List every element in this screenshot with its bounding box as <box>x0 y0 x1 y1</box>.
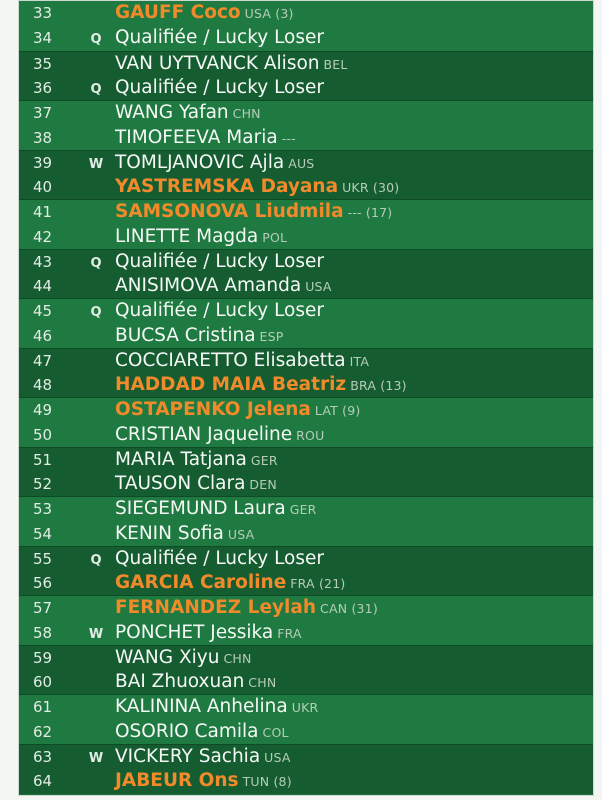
player-name: ANISIMOVA Amanda <box>115 275 302 297</box>
draw-position: 49 <box>33 401 53 419</box>
match-row <box>19 595 593 646</box>
draw-position: 39 <box>33 153 53 172</box>
entry-status: Q <box>90 82 102 98</box>
player-entry <box>115 101 261 126</box>
player-entry <box>115 225 287 250</box>
player-entry <box>115 324 284 349</box>
player-entry <box>115 52 348 77</box>
player-entry <box>115 596 378 621</box>
player-line <box>19 497 593 522</box>
match-row <box>19 51 593 102</box>
draw-position: 61 <box>33 698 53 716</box>
player-nationality: ESP <box>259 328 284 344</box>
player-name: OSORIO Camila <box>115 720 259 742</box>
draw-table <box>18 0 594 796</box>
player-name: YASTREMSKA Dayana <box>115 176 339 198</box>
match-row <box>19 397 593 448</box>
player-line <box>19 299 593 324</box>
match-row <box>19 1 593 51</box>
player-line <box>19 225 593 250</box>
draw-position: 45 <box>33 302 53 320</box>
player-name: WANG Xiyu <box>115 646 220 668</box>
entry-status: W <box>88 626 104 642</box>
player-line <box>19 621 593 646</box>
player-entry <box>115 299 328 324</box>
draw-position: 33 <box>33 4 53 22</box>
draw-position: 52 <box>33 475 53 494</box>
match-row <box>19 348 593 399</box>
match-row <box>19 249 593 300</box>
player-entry <box>115 621 302 646</box>
player-nationality: UKR (30) <box>342 180 400 196</box>
draw-position: 48 <box>33 376 53 395</box>
player-line <box>19 571 593 596</box>
player-name: Qualifiée / Lucky Loser <box>115 547 325 569</box>
player-line <box>19 349 593 374</box>
draw-position: 44 <box>33 277 53 296</box>
player-entry <box>115 472 277 497</box>
match-row <box>19 744 593 795</box>
draw-position: 54 <box>33 524 53 543</box>
draw-position: 41 <box>33 203 53 221</box>
player-line <box>19 101 593 126</box>
player-line <box>19 423 593 448</box>
match-row <box>19 546 593 597</box>
player-name: VAN UYTVANCK Alison <box>115 52 320 74</box>
player-entry <box>115 571 345 596</box>
player-entry <box>115 670 276 695</box>
player-nationality: TUN (8) <box>242 774 292 790</box>
player-line <box>19 670 593 695</box>
player-nationality: FRA <box>277 625 302 641</box>
player-name: JABEUR Ons <box>115 770 239 792</box>
entry-status: Q <box>90 255 102 271</box>
draw-position: 63 <box>33 747 53 766</box>
player-line <box>19 200 593 225</box>
match-row <box>19 694 593 745</box>
player-nationality: BEL <box>323 56 348 72</box>
draw-position: 36 <box>33 79 53 98</box>
player-name: BUCSA Cristina <box>115 324 256 346</box>
player-nationality: ROU <box>296 427 325 443</box>
player-name: GAUFF Coco <box>115 2 241 23</box>
player-line <box>19 151 593 176</box>
draw-position: 43 <box>33 252 53 271</box>
match-row <box>19 645 593 696</box>
player-name: CRISTIAN Jaqueline <box>115 423 293 445</box>
draw-position: 53 <box>33 500 53 518</box>
player-entry <box>115 720 289 745</box>
player-entry <box>115 398 360 423</box>
player-line <box>19 720 593 745</box>
player-nationality: LAT (9) <box>314 403 361 418</box>
draw-position: 46 <box>33 326 53 345</box>
player-nationality: BRA (13) <box>350 378 407 394</box>
player-name: Qualifiée / Lucky Loser <box>115 250 325 272</box>
player-nationality: USA <box>305 279 332 295</box>
player-line <box>19 373 593 398</box>
player-entry <box>115 26 328 51</box>
player-entry <box>115 200 392 225</box>
player-line <box>19 274 593 299</box>
draw-position: 60 <box>33 673 53 692</box>
player-nationality: GER <box>289 502 317 517</box>
player-entry <box>115 274 332 299</box>
player-line <box>19 769 593 794</box>
player-line <box>19 126 593 151</box>
player-name: OSTAPENKO Jelena <box>115 399 311 420</box>
draw-position: 35 <box>33 54 53 73</box>
match-row <box>19 496 593 547</box>
player-nationality: USA <box>227 526 255 542</box>
player-name: WANG Yafan <box>115 102 229 123</box>
player-nationality: POL <box>262 229 288 245</box>
player-nationality: FRA (21) <box>290 576 346 592</box>
player-line <box>19 76 593 101</box>
player-name: GARCIA Caroline <box>115 572 287 594</box>
player-line <box>19 522 593 547</box>
player-nationality: --- <box>281 130 296 146</box>
player-name: TIMOFEEVA Maria <box>115 126 278 148</box>
draw-position: 55 <box>33 549 53 568</box>
player-name: MARIA Tatjana <box>115 448 247 470</box>
player-nationality: USA (3) <box>244 6 294 21</box>
draw-position: 40 <box>33 178 53 197</box>
draw-position: 58 <box>33 623 53 642</box>
draw-position: 38 <box>33 128 53 147</box>
player-name: FERNANDEZ Leylah <box>115 597 317 618</box>
player-line <box>19 596 593 621</box>
player-entry <box>115 646 252 671</box>
player-line <box>19 646 593 671</box>
player-line <box>19 745 593 770</box>
player-entry <box>115 373 407 398</box>
player-line <box>19 52 593 77</box>
player-name: BAI Zhuoxuan <box>115 671 245 693</box>
player-entry <box>115 547 328 572</box>
player-name: SIEGEMUND Laura <box>115 498 286 519</box>
player-line <box>19 1 593 26</box>
player-nationality: UKR <box>291 700 319 715</box>
player-name: SAMSONOVA Liudmila <box>115 201 344 222</box>
player-line <box>19 448 593 473</box>
draw-position: 62 <box>33 722 53 741</box>
player-entry <box>115 1 294 26</box>
player-line <box>19 250 593 275</box>
match-row <box>19 298 593 349</box>
player-name: COCCIARETTO Elisabetta <box>115 349 346 371</box>
player-nationality: USA <box>264 749 291 765</box>
draw-position: 34 <box>33 28 53 47</box>
player-nationality: AUS <box>288 155 315 171</box>
draw-position: 51 <box>33 450 53 469</box>
entry-status: Q <box>90 31 102 47</box>
match-row <box>19 199 593 250</box>
entry-status: W <box>88 750 104 766</box>
match-row <box>19 100 593 151</box>
match-row <box>19 150 593 201</box>
draw-position: 37 <box>33 104 53 122</box>
player-nationality: CHN <box>248 675 277 691</box>
player-entry <box>115 695 318 720</box>
player-line <box>19 547 593 572</box>
player-entry <box>115 175 399 200</box>
player-nationality: DEN <box>249 477 277 493</box>
player-line <box>19 472 593 497</box>
player-nationality: COL <box>262 724 289 740</box>
player-nationality: CAN (31) <box>320 601 378 616</box>
entry-status: Q <box>90 552 102 568</box>
player-name: KALININA Anhelina <box>115 696 288 717</box>
player-entry <box>115 151 314 176</box>
player-name: PONCHET Jessika <box>115 621 274 643</box>
player-entry <box>115 76 328 101</box>
player-nationality: --- (17) <box>347 205 393 220</box>
player-entry <box>115 769 292 794</box>
draw-position: 42 <box>33 227 53 246</box>
draw-position: 59 <box>33 648 53 667</box>
player-nationality: GER <box>250 452 278 468</box>
entry-status: Q <box>90 305 102 320</box>
player-nationality: ITA <box>349 353 370 369</box>
player-entry <box>115 423 324 448</box>
player-entry <box>115 448 278 473</box>
player-entry <box>115 522 254 547</box>
player-line <box>19 398 593 423</box>
draw-position: 56 <box>33 574 53 593</box>
player-name: TAUSON Clara <box>115 473 246 495</box>
player-name: KENIN Sofia <box>115 522 224 544</box>
player-name: Qualifiée / Lucky Loser <box>115 26 325 48</box>
draw-position: 57 <box>33 599 53 617</box>
player-line <box>19 695 593 720</box>
player-name: LINETTE Magda <box>115 225 259 247</box>
match-row <box>19 447 593 498</box>
player-entry <box>115 349 369 374</box>
player-entry <box>115 745 291 770</box>
player-entry <box>115 497 317 522</box>
draw-position: 50 <box>33 425 53 444</box>
draw-position: 64 <box>33 772 53 791</box>
player-name: TOMLJANOVIC Ajla <box>115 151 285 173</box>
player-name: Qualifiée / Lucky Loser <box>115 77 325 99</box>
player-name: Qualifiée / Lucky Loser <box>115 300 325 321</box>
draw-position: 47 <box>33 351 53 370</box>
player-nationality: CHN <box>223 650 252 666</box>
player-line <box>19 175 593 200</box>
entry-status: W <box>88 156 104 172</box>
player-name: HADDAD MAIA Beatriz <box>115 374 347 396</box>
player-entry <box>115 126 296 151</box>
player-line <box>19 324 593 349</box>
player-nationality: CHN <box>232 106 261 121</box>
player-line <box>19 26 593 51</box>
player-name: VICKERY Sachia <box>115 745 261 767</box>
player-entry <box>115 250 328 275</box>
